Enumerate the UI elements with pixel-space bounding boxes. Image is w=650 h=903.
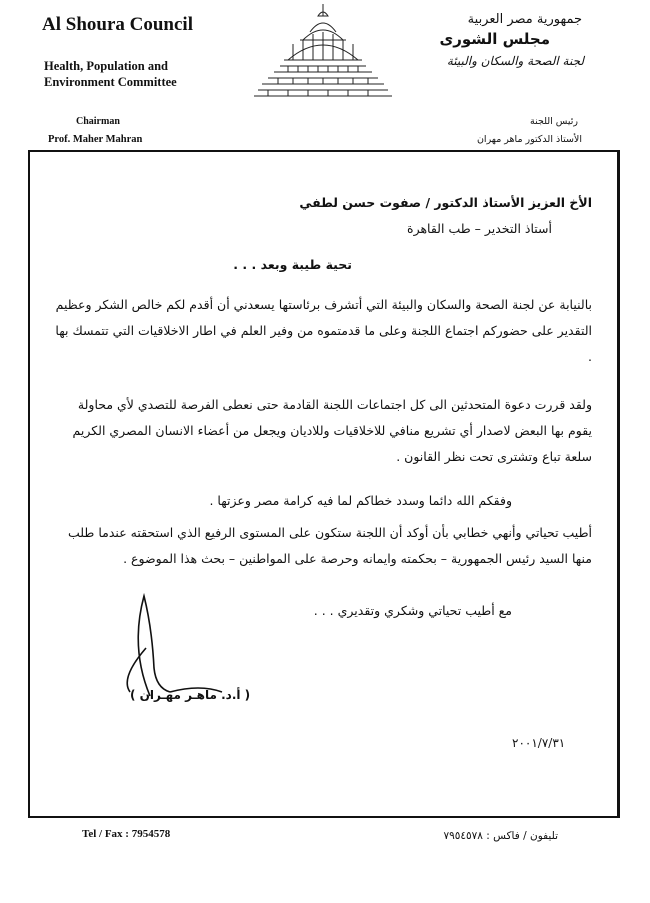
tel-fax-ar: تليفون / فاكس : ٧٩٥٤٥٧٨ xyxy=(443,830,558,842)
chairman-name-ar: الأستاذ الدكتور ماهر مهران xyxy=(476,134,582,145)
paragraph-4: أطيب تحياتي وأنهي خطابي بأن أوكد أن اللجنة ستكون على المستوى الرفيع الذي استحقته عندما طلب منها السيد رئيس الجمهورية – بحكمته وايمانه وحرصة على المواطنين – بحث هذا الموضوع . xyxy=(68,525,592,566)
greeting: تحية طيبة وبعد . . . xyxy=(233,257,352,272)
handwritten-signature xyxy=(110,588,230,702)
closing: مع أطيب تحياتي وشكري وتقديري . . . xyxy=(313,603,512,618)
letter-date: ٢٠٠١/٧/٣١ xyxy=(512,736,566,750)
paragraph-2: ولقد قررت دعوة المتحدثين الى كل اجتماعات اللجنة القادمة حتى نعطى الفرصة للتصدي لأي محاولة يقوم بها البعض لاصدار أي تشريع منافي للاخلاقيات وللاديان ويجعل من أعضاء الانسان المصري الكريم سلعة تباع وتشترى تحت نظر القانون . xyxy=(72,397,592,464)
chairman-label-en: Chairman xyxy=(76,116,120,127)
committee-line-2: Environment Committee xyxy=(44,75,177,89)
committee-line-1: Health, Population and xyxy=(44,59,168,73)
paragraph-1: بالنيابة عن لجنة الصحة والسكان والبيئة التي أتشرف برئاستها يسعدني أن أقدم لكم خالص الشكر وعظيم التقدير على حضوركم اجتماع اللجنة وعلى ما قدمتموه من وفير العلم في اطار الاخلاقيات التي تتمسك بها . xyxy=(55,297,592,364)
chairman-name-en: Prof. Maher Mahran xyxy=(48,134,143,145)
committee-name-ar: لجنة الصحة والسكان والبيئة xyxy=(446,54,584,68)
tel-fax-en: Tel / Fax : 7954578 xyxy=(82,828,171,840)
recipient-block xyxy=(62,190,592,278)
chairman-label-ar: رئيس اللجنة xyxy=(529,116,578,127)
council-name-en: Al Shoura Council xyxy=(42,14,193,35)
recipient-name: الأخ العزيز الأستاذ الدكتور / صفوت حسن لطفي xyxy=(299,195,592,210)
shoura-council-emblem-icon xyxy=(248,2,398,111)
paragraph-3: وفقكم الله دائما وسدد خطاكم لما فيه كرامة مصر وعزتها . xyxy=(209,493,512,508)
committee-name-en xyxy=(44,58,177,90)
council-name-ar: مجلس الشورى xyxy=(439,30,550,48)
signatory-name: ( أ.د. ماهـر مهـران ) xyxy=(130,688,251,702)
recipient-title: أستاذ التخدير – طب القاهرة xyxy=(407,221,552,236)
republic-name-ar: جمهورية مصر العربية xyxy=(467,12,582,27)
